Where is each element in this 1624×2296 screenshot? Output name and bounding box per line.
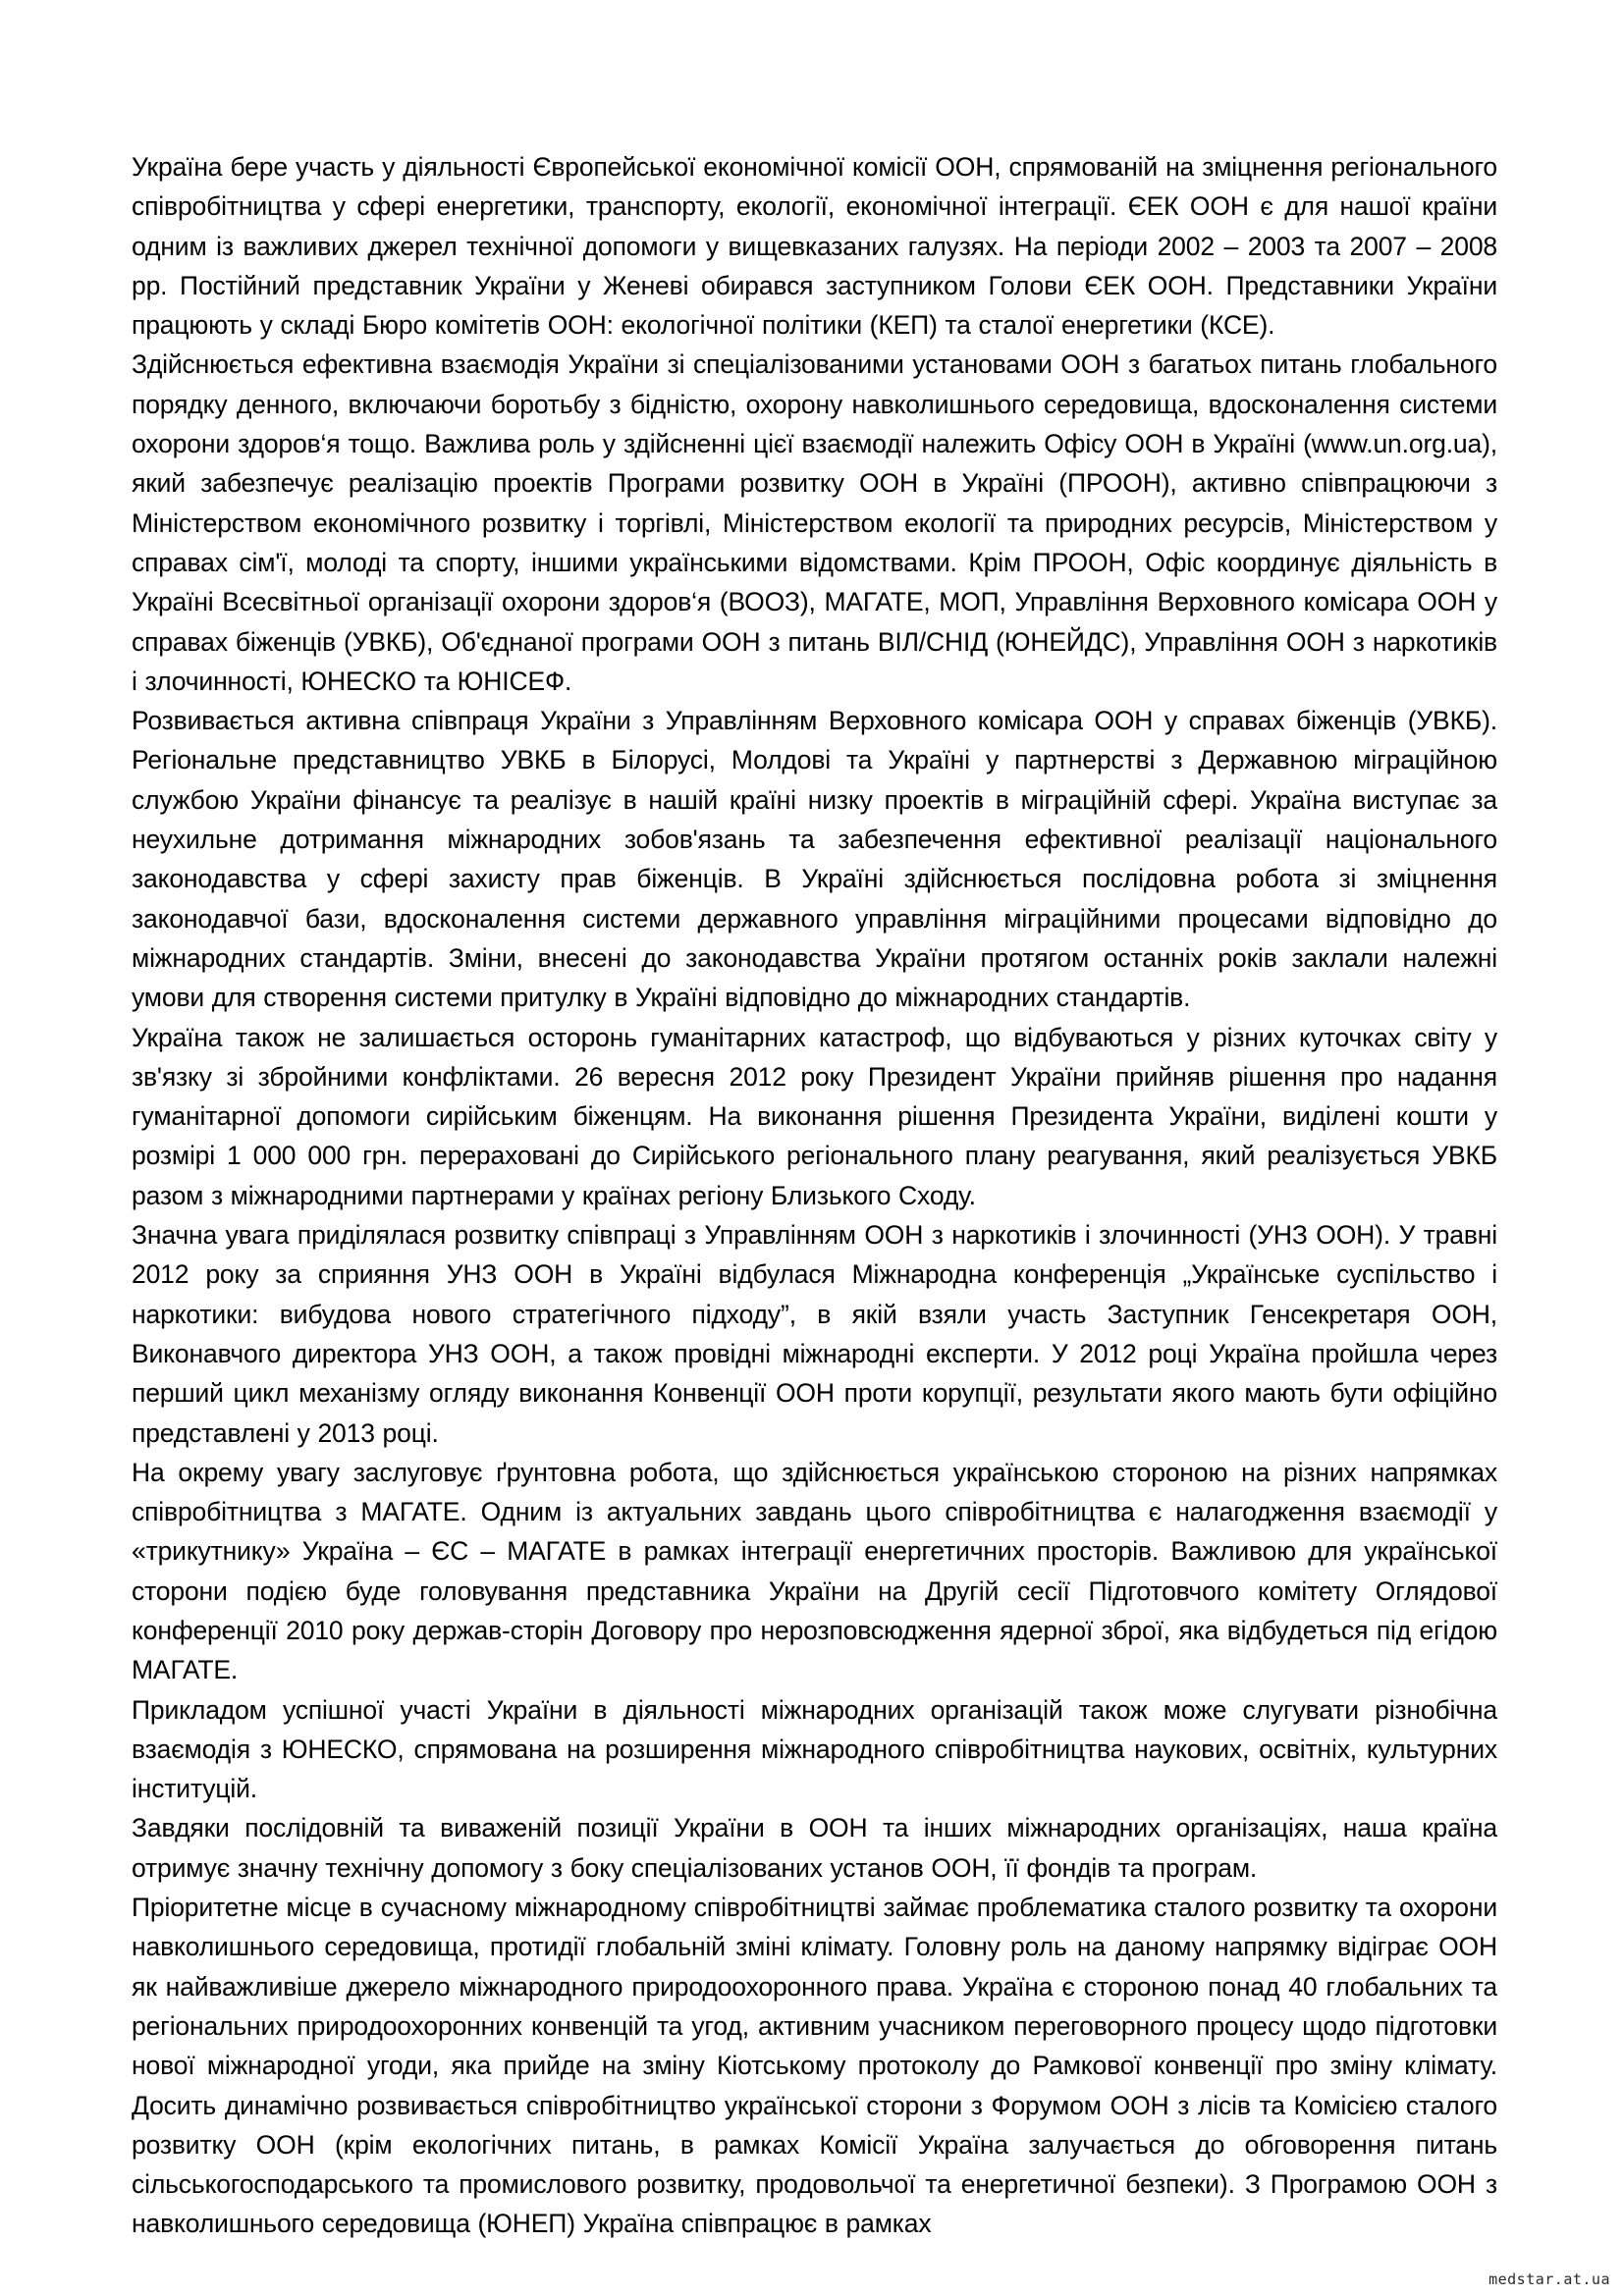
paragraph-humanitarian-aid: Україна також не залишається осторонь гуманітарних катастроф, що відбуваються у різних куточках світу у зв'язку зі збройними конфліктами. 26 вересня 2012 року Президент України прийняв рішення про надання гуманітарної допомоги сирійським біженцям. На виконання рішення Президента України, виділені кошти у розмірі 1 000 000 грн. перераховані до Сирійського регіонального плану реагування, який реалізується УВКБ разом з міжнародними партнерами у країнах регіону Близького Сходу. [132,1022,1497,1210]
paragraph-iaea: На окрему увагу заслуговує ґрунтовна робота, що здійснюється українською стороною на різних напрямках співробітництва з МАГАТЕ. Одним із актуальних завдань цього співробітництва є налагодження взаємодії у «трикутнику» Україна – ЄС – МАГАТЕ в рамках інтеграції енергетичних просторів. Важливою для української сторони подією буде головування представника України на Другій сесії Підготовчого комітету Оглядової конференції 2010 року держав-сторін Договору про нерозповсюдження ядерної зброї, яка відбудеться під егідою МАГАТЕ. [132,1457,1497,1685]
paragraph-sustainable-development: Пріоритетне місце в сучасному міжнародному співробітництві займає проблематика сталого розвитку та охорони навколишнього середовища, протидії глобальній зміні клімату. Головну роль на даному напрямку відіграє ООН як найважливіше джерело міжнародного природоохоронного права. Україна є стороною понад 40 глобальних та регіональних природоохоронних конвенцій та угод, активним учасником переговорного процесу щодо підготовки нової міжнародної угоди, яка прийде на зміну Кіотському протоколу до Рамкової конвенції про зміну клімату. Досить динамічно розвивається співробітництво української сторони з Форумом ООН з лісів та Комісією сталого розвитку ООН (крім екологічних питань, в рамках Комісії Україна залучається до обговорення питань сільськогосподарського та промислового розвитку, продовольчої та енергетичної безпеки). З Програмою ООН з навколишнього середовища (ЮНЕП) Україна співпрацює в рамках [132,1893,1497,2239]
paragraph-un-agencies: Здійснюється ефективна взаємодія України зі спеціалізованими установами ООН з багатьох питань глобального порядку денного, включаючи боротьбу з бідністю, охорону навколишнього середовища, вдосконалення системи охорони здоров‘я тощо. Важлива роль у здійсненні цієї взаємодії належить Офісу ООН в Україні (www.un.org.ua), який забезпечує реалізацію проектів Програми розвитку ООН в Україні (ПРООН), активно співпрацюючи з Міністерством економічного розвитку і торгівлі, Міністерством екології та природних ресурсів, Міністерством у справах сім'ї, молоді та спорту, іншими українськими відомствами. Крім ПРООН, Офіс координує діяльність в Україні Всесвітньої організації охорони здоров‘я (ВООЗ), МАГАТЕ, МОП, Управління Верховного комісара ООН у справах біженців (УВКБ), Об'єднаної програми ООН з питань ВІЛ/СНІД (ЮНЕЙДС), Управління ООН з наркотиків і злочинності, ЮНЕСКО та ЮНІСЕФ. [132,349,1497,696]
document-page [132,147,1497,2244]
paragraph-unodc: Значна увага приділялася розвитку співпраці з Управлінням ООН з наркотиків і злочинності (УНЗ ООН). У травні 2012 року за сприяння УНЗ ООН в Україні відбулася Міжнародна конференція „Українське суспільство і наркотики: вибудова нового стратегічного підходу”, в якій взяли участь Заступник Генсекретаря ООН, Виконавчого директора УНЗ ООН, а також провідні міжнародні експерти. У 2012 році Україна пройшла через перший цикл механізму огляду виконання Конвенції ООН проти корупції, результати якого мають бути офіційно представлені у 2013 році. [132,1220,1497,1448]
paragraph-unesco: Прикладом успішної участі України в діяльності міжнародних організацій також може слугувати різнобічна взаємодія з ЮНЕСКО, спрямована на розширення міжнародного співробітництва наукових, освітніх, культурних інституцій. [132,1694,1497,1804]
site-watermark: medstar.at.ua [1489,2270,1610,2288]
paragraph-unhcr: Розвивається активна співпраця України з Управлінням Верховного комісара ООН у справах біженців (УВКБ). Регіональне представництво УВКБ в Білорусі, Молдові та Україні у партнерстві з Державною міграційною службою України фінансує та реалізує в нашій країні низку проектів в міграційній сфері. Україна виступає за неухильне дотримання міжнародних зобов'язань та забезпечення ефективної реалізації національного законодавства у сфері захисту прав біженців. В Україні здійснюється послідовна робота зі зміцнення законодавчої бази, вдосконалення системи державного управління міграційними процесами відповідно до міжнародних стандартів. Зміни, внесені до законодавства України протягом останніх років заклали належні умови для створення системи притулку в Україні відповідно до міжнародних стандартів. [132,706,1497,1013]
paragraph-technical-assistance: Завдяки послідовній та виваженій позиції України в ООН та інших міжнародних організаціях, наша країна отримує значну технічну допомогу з боку спеціалізованих установ ООН, її фондів та програм. [132,1813,1497,1883]
paragraph-unece: Україна бере участь у діяльності Європейської економічної комісії ООН, спрямованій на зміцнення регіонального співробітництва у сфері енергетики, транспорту, екології, економічної інтеграції. ЄЕК ООН є для нашої країни одним із важливих джерел технічної допомоги у вищевказаних галузях. На періоди 2002 – 2003 та 2007 – 2008 рр. Постійний представник України у Женеві обирався заступником Голови ЄЕК ООН. Представники України працюють у складі Бюро комітетів ООН: екологічної політики (КЕП) та сталої енергетики (КСЕ). [132,152,1497,341]
